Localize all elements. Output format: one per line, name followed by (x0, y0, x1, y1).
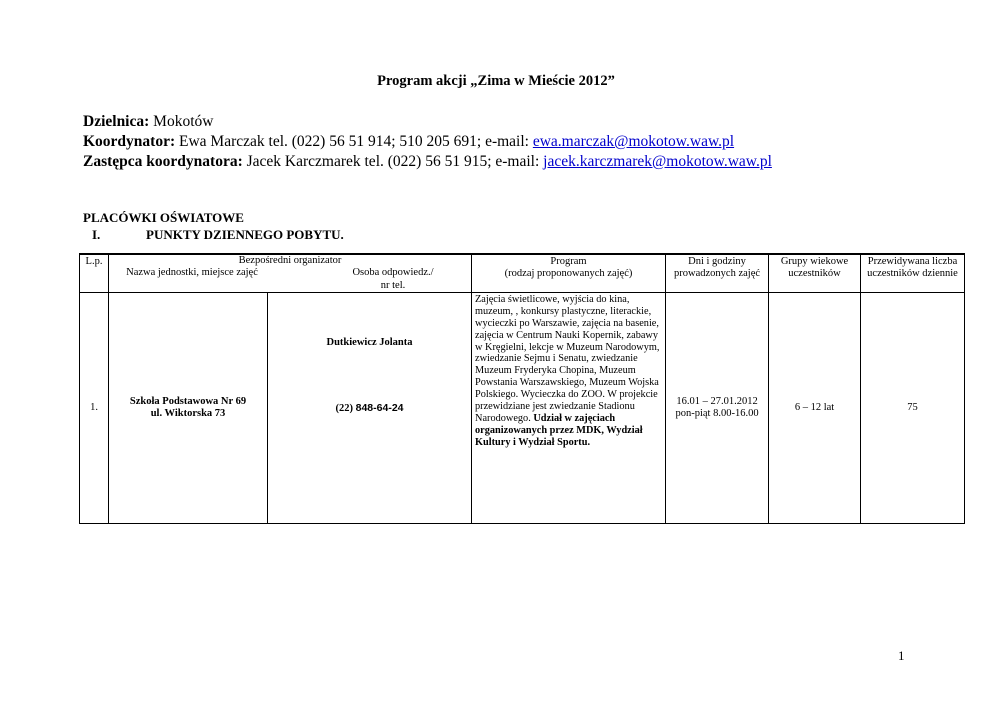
row-lp: 1. (80, 292, 109, 523)
row-person-phone (271, 402, 468, 415)
koordynator-row (83, 132, 772, 152)
zastepca-email-link[interactable]: jacek.karczmarek@mokotow.waw.pl (543, 153, 772, 170)
row-count: 75 (861, 292, 965, 523)
subsection-title: PUNKTY DZIENNEGO POBYTU. (146, 227, 344, 242)
header-program-line2: (rodzaj proponowanych zajęć) (504, 268, 633, 280)
row-program-bold: Udział w zajęciach organizowanych przez MDK, Wydział Kultury i Wydział Sportu. (475, 412, 643, 448)
header-organizer-title: Bezpośredni organizator (238, 255, 342, 266)
program-table (79, 253, 965, 524)
row-phone-prefix: (22) (335, 402, 353, 414)
header-unit: Nazwa jednostki, miejsce zajęć (126, 267, 258, 279)
header-organizer (109, 254, 472, 292)
row-person-name: Dutkiewicz Jolanta (326, 336, 413, 348)
row-days (666, 292, 769, 523)
row-program-text: Zajęcia świetlicowe, wyjścia do kina, muzeum, , konkursy plastyczne, literackie, wycieczki po Warszawie, zajęcia na basenie, zajęcia w Centrum Nauki Kopernik, zabawy w Kręgielni, lekcje w Muzeum Narodowym, zwiedzanie Sejmu i Senatu, zwiedzanie Muzeum Fryderyka Chopina, Muzeum Powstania Warszawskiego, Muzeum Wojska Polskiego. Wycieczka do ZOO. W projekcie przewidziane jest zwiedzanie Stadionu Narodowego. (475, 293, 660, 424)
dzielnica-label: Dzielnica: (83, 113, 150, 130)
header-days: Dni i godziny prowadzonych zajęć (666, 254, 769, 292)
header-lp: L.p. (80, 254, 109, 292)
koordynator-email-link[interactable]: ewa.marczak@mokotow.waw.pl (532, 133, 735, 150)
table-row (80, 292, 965, 523)
row-program (472, 292, 666, 523)
koordynator-label: Koordynator: (83, 133, 176, 150)
header-groups: Grupy wiekowe uczestników (769, 254, 861, 292)
subsection-number: I. (92, 227, 101, 242)
zastepca-row (83, 152, 772, 172)
row-unit-address: ul. Wiktorska 73 (150, 407, 226, 419)
document-title: Program akcji „Zima w Mieście 2012” (377, 73, 615, 89)
zastepca-label: Zastępca koordynatora: (83, 153, 243, 170)
row-ages: 6 – 12 lat (769, 292, 861, 523)
koordynator-text: Ewa Marczak tel. (022) 56 51 914; 510 205 691; e-mail: (179, 133, 529, 150)
page-number: 1 (898, 648, 905, 663)
table-header-row (80, 254, 965, 292)
header-person-line1: Osoba odpowiedz./ (352, 267, 434, 279)
header-person (275, 267, 471, 292)
row-unit (109, 292, 268, 523)
row-person (268, 292, 472, 523)
row-dates: 16.01 – 27.01.2012 (676, 395, 758, 407)
section-heading: PLACÓWKI OŚWIATOWE (83, 210, 244, 225)
row-phone-number: 848-64-24 (355, 401, 404, 414)
header-count: Przewidywana liczba uczestników dziennie (861, 254, 965, 292)
header-program (472, 254, 666, 292)
dzielnica-value: Mokotów (153, 113, 214, 130)
subsection-heading (92, 227, 344, 243)
row-unit-name: Szkoła Podstawowa Nr 69 (129, 395, 247, 407)
header-organizer-sub (109, 267, 471, 292)
row-hours: pon-piąt 8.00-16.00 (675, 407, 759, 419)
zastepca-text: Jacek Karczmarek tel. (022) 56 51 915; e-mail: (246, 153, 540, 170)
header-person-line2: nr tel. (380, 279, 406, 291)
header-info (83, 112, 772, 172)
header-program-line1: Program (550, 256, 587, 267)
dzielnica-row (83, 112, 772, 132)
